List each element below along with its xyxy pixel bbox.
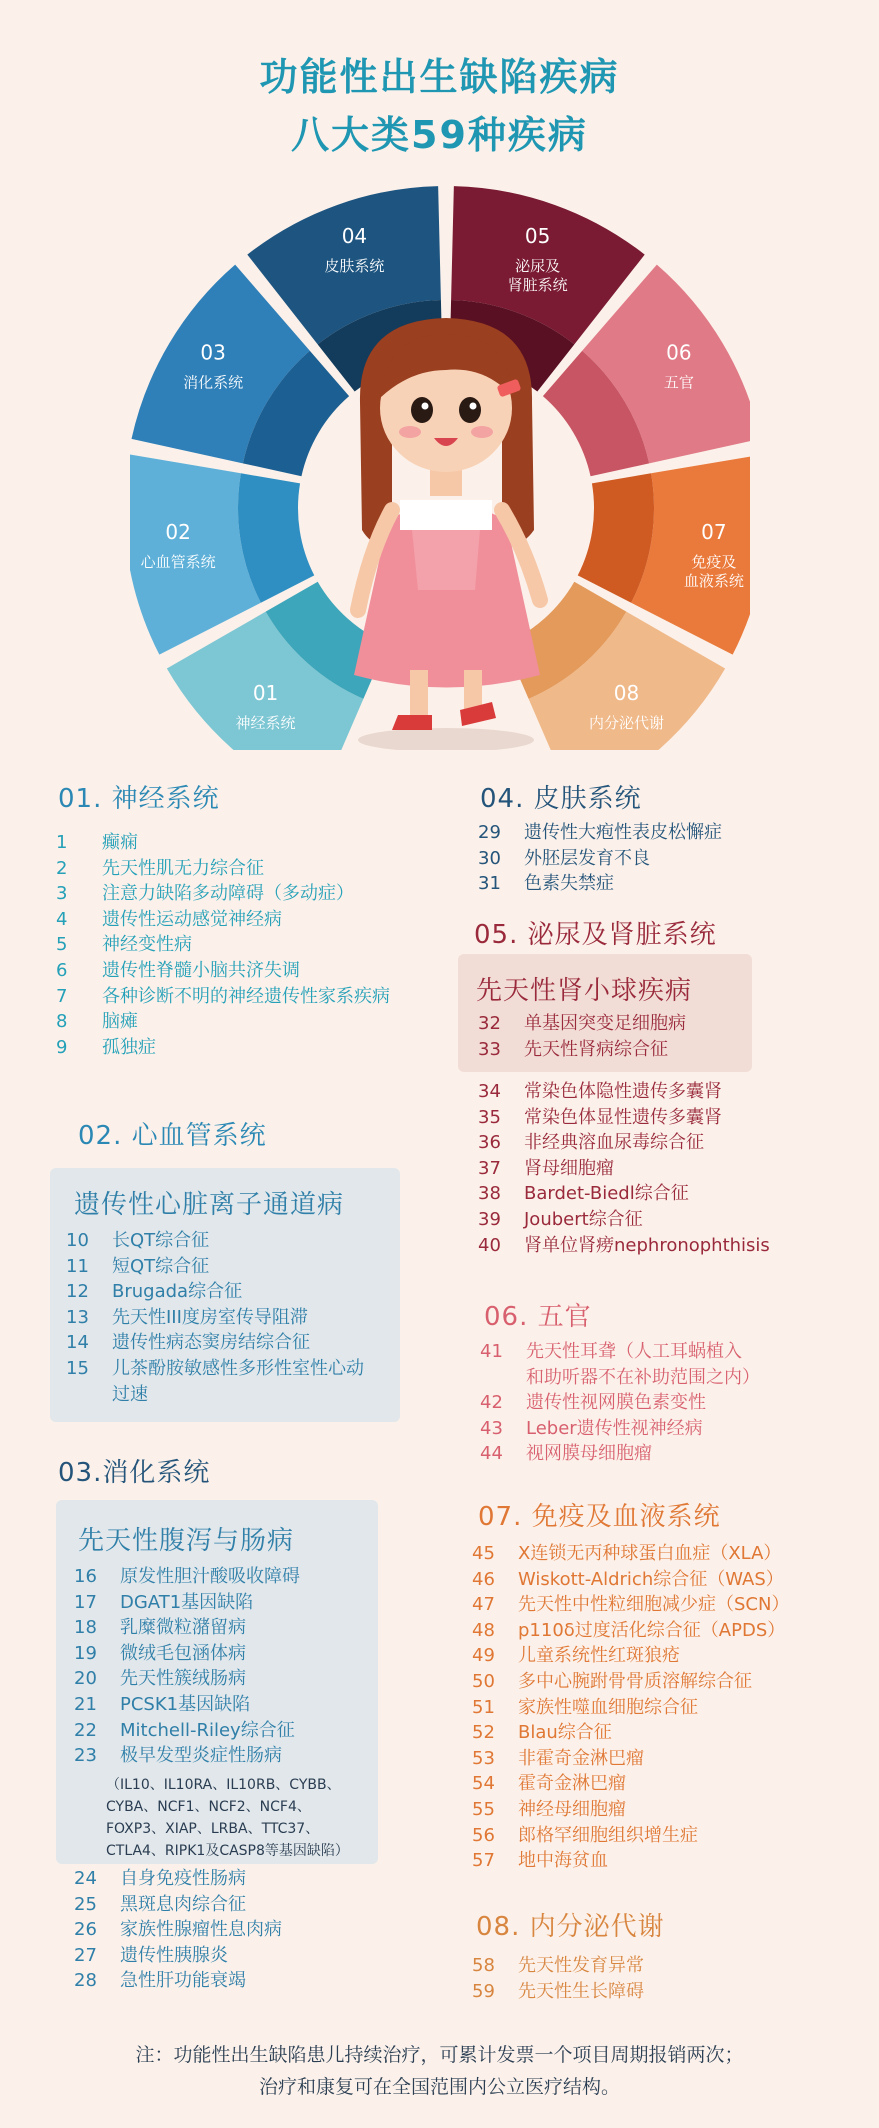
- disease-item: [56, 958, 390, 984]
- renal-box-title: 先天性肾小球疾病: [476, 976, 693, 1006]
- disease-number: 15: [66, 1357, 89, 1379]
- disease-name: 急性肝功能衰竭: [120, 1970, 246, 1992]
- disease-number: 1: [56, 832, 68, 853]
- disease-name: 单基因突变足细胞病: [524, 1013, 686, 1034]
- disease-number: 26: [74, 1919, 97, 1941]
- disease-item: [472, 1669, 789, 1695]
- disease-number: 54: [472, 1773, 495, 1795]
- disease-item: [478, 1130, 770, 1156]
- disease-name: 短QT综合征: [112, 1255, 210, 1277]
- disease-number: 17: [74, 1591, 97, 1613]
- disease-item: [480, 1390, 760, 1416]
- wheel-segment-number: 05: [524, 223, 551, 248]
- disease-number: 50: [472, 1670, 495, 1692]
- disease-number: 34: [478, 1081, 501, 1102]
- disease-name: 非经典溶血尿毒综合征: [524, 1132, 704, 1154]
- disease-name: 原发性胆汁酸吸收障碍: [120, 1566, 300, 1587]
- disease-name: Wiskott-Aldrich综合征（WAS）: [518, 1568, 784, 1590]
- disease-item: [472, 1848, 789, 1874]
- disease-name: Bardet-Biedl综合征: [524, 1183, 689, 1205]
- disease-name: 视网膜母细胞瘤: [526, 1443, 652, 1465]
- section-title-cardio: 02. 心血管系统: [78, 1121, 267, 1151]
- wheel-segment-number: 02: [165, 520, 191, 545]
- disease-name: 儿茶酚胺敏感性多形性室性心动过速: [112, 1357, 364, 1405]
- disease-name: 郎格罕细胞组织增生症: [518, 1824, 698, 1846]
- disease-item: [472, 1695, 789, 1721]
- skin-disease-list: [478, 820, 722, 897]
- disease-number: 37: [478, 1157, 501, 1179]
- disease-number: 35: [478, 1106, 501, 1128]
- disease-name: 色素失禁症: [524, 873, 614, 895]
- girl-illustration: [354, 318, 540, 750]
- disease-name: 外胚层发育不良: [524, 847, 650, 869]
- section-title-digestive: 03.消化系统: [58, 1458, 211, 1488]
- disease-item: [74, 1943, 282, 1969]
- disease-item: [472, 1771, 789, 1797]
- disease-number: 13: [66, 1306, 89, 1328]
- section-title-renal: 05. 泌尿及肾脏系统: [474, 920, 717, 950]
- disease-item: [56, 830, 390, 856]
- disease-number: 48: [472, 1619, 495, 1641]
- disease-number: 8: [56, 1011, 68, 1033]
- disease-name: 先天性簇绒肠病: [120, 1668, 246, 1690]
- disease-name: Joubert综合征: [524, 1208, 643, 1230]
- disease-name: 微绒毛包涵体病: [120, 1642, 246, 1664]
- disease-name: 先天性肾病综合征: [524, 1038, 668, 1060]
- wheel-segment-label: 免疫及: [691, 553, 737, 572]
- disease-item: [478, 1105, 770, 1131]
- disease-item: [56, 856, 390, 882]
- disease-name: 黑斑息肉综合征: [120, 1893, 246, 1915]
- disease-name: 和助听器不在补助范围之内）: [526, 1366, 760, 1388]
- wheel-segment-number: 01: [252, 681, 279, 706]
- disease-item: [472, 1979, 644, 2005]
- disease-name: 肾母细胞瘤: [524, 1157, 614, 1179]
- disease-name: Mitchell-Riley综合征: [120, 1719, 295, 1741]
- disease-item: [56, 881, 390, 907]
- disease-item: [472, 1567, 789, 1593]
- disease-name: 常染色体隐性遗传多囊肾: [524, 1081, 722, 1102]
- disease-number: 18: [74, 1617, 97, 1639]
- disease-name: 孤独症: [102, 1036, 156, 1058]
- disease-name: 癫痫: [102, 832, 138, 853]
- disease-item: [74, 1968, 282, 1994]
- disease-number: 45: [472, 1543, 495, 1564]
- disease-item: [478, 820, 722, 846]
- disease-number: 9: [56, 1036, 68, 1058]
- disease-number: 29: [478, 822, 501, 843]
- disease-item: [74, 1743, 300, 1769]
- wheel-segment-label: 消化系统: [183, 373, 244, 392]
- disease-number: 7: [56, 985, 68, 1007]
- disease-number: 36: [478, 1132, 501, 1154]
- disease-name: 长QT综合征: [112, 1230, 210, 1251]
- disease-item: [56, 1009, 390, 1035]
- disease-number: 41: [480, 1341, 503, 1362]
- immune-disease-list: [472, 1541, 789, 1874]
- disease-name: 遗传性大疱性表皮松懈症: [524, 822, 722, 843]
- disease-item: [478, 1207, 770, 1233]
- footnote-line-2: 治疗和康复可在全国范围内公立医疗结构。: [258, 2076, 620, 2098]
- disease-number: 6: [56, 959, 68, 981]
- disease-item: [74, 1615, 300, 1641]
- disease-number: 39: [478, 1208, 501, 1230]
- wheel-segment-label: 皮肤系统: [324, 256, 385, 275]
- disease-item: [472, 1643, 789, 1669]
- disease-name: 非霍奇金淋巴瘤: [518, 1747, 644, 1769]
- disease-item: [472, 1618, 789, 1644]
- section-title-nervous: 01. 神经系统: [58, 784, 220, 814]
- footnote-line-1: 注：功能性出生缺陷患儿持续治疗，可累计发票一个项目周期报销两次；: [135, 2044, 744, 2066]
- disease-item: [66, 1330, 366, 1356]
- section-title-endocrine: 08. 内分泌代谢: [476, 1912, 665, 1942]
- disease-name: 先天性生长障碍: [518, 1980, 644, 2002]
- wheel-segment-number: 07: [701, 520, 727, 545]
- disease-name: 儿童系统性红斑狼疮: [518, 1645, 680, 1667]
- disease-name: 神经变性病: [102, 934, 192, 956]
- disease-item: [74, 1718, 300, 1744]
- disease-number: 31: [478, 873, 501, 895]
- disease-item: [56, 907, 390, 933]
- wheel-segment-number: 04: [341, 223, 368, 248]
- disease-number: 10: [66, 1230, 89, 1251]
- disease-number: 21: [74, 1693, 97, 1715]
- disease-number: 24: [74, 1868, 97, 1889]
- disease-name: 遗传性运动感觉神经病: [102, 908, 282, 930]
- wheel-segment-label: 泌尿及: [515, 256, 561, 275]
- disease-item: [478, 871, 722, 897]
- disease-name: 家族性腺瘤性息肉病: [120, 1919, 282, 1941]
- disease-item: [66, 1279, 366, 1305]
- disease-name: 先天性耳聋（人工耳蜗植入: [526, 1341, 742, 1362]
- disease-number: 5: [56, 934, 68, 956]
- disease-name: 乳糜微粒潴留病: [120, 1617, 246, 1639]
- disease-name: 自身免疫性肠病: [120, 1868, 246, 1889]
- disease-item: [478, 846, 722, 872]
- disease-name: 遗传性病态窦房结综合征: [112, 1332, 310, 1354]
- disease-item: [74, 1564, 300, 1590]
- disease-name: 多中心腕跗骨骨质溶解综合征: [518, 1670, 752, 1692]
- cardio-box-title: 遗传性心脏离子通道病: [74, 1190, 345, 1220]
- disease-number: 49: [472, 1645, 495, 1667]
- disease-number: 28: [74, 1970, 97, 1992]
- disease-name: 常染色体显性遗传多囊肾: [524, 1106, 722, 1128]
- disease-item: [74, 1666, 300, 1692]
- category-wheel: [130, 170, 750, 750]
- disease-number: 53: [472, 1747, 495, 1769]
- disease-item: [472, 1720, 789, 1746]
- disease-number: 42: [480, 1392, 503, 1414]
- disease-item: [478, 1156, 770, 1182]
- disease-number: 22: [74, 1719, 97, 1741]
- digestive-disease-list: [74, 1564, 300, 1769]
- section-title-immune: 07. 免疫及血液系统: [478, 1502, 721, 1532]
- disease-name: 先天性发育异常: [518, 1955, 644, 1976]
- disease-name: 先天性肌无力综合征: [102, 857, 264, 879]
- disease-number: 33: [478, 1038, 501, 1060]
- disease-item: [472, 1592, 789, 1618]
- disease-name: 家族性噬血细胞综合征: [518, 1696, 698, 1718]
- disease-name: Blau综合征: [518, 1722, 612, 1744]
- disease-item: [478, 1037, 686, 1063]
- page-title: 功能性出生缺陷疾病: [259, 55, 620, 99]
- disease-item: [56, 984, 390, 1010]
- disease-item: [472, 1541, 789, 1567]
- disease-name: 各种诊断不明的神经遗传性家系疾病: [102, 985, 390, 1007]
- wheel-segment-number: 03: [200, 340, 226, 365]
- disease-item: [472, 1746, 789, 1772]
- disease-item: [66, 1356, 366, 1407]
- disease-number: 57: [472, 1850, 495, 1872]
- disease-item: [480, 1416, 760, 1442]
- disease-number: 16: [74, 1566, 97, 1587]
- disease-name: 遗传性视网膜色素变性: [526, 1392, 706, 1414]
- digestive-disease-list-2: [74, 1866, 282, 1994]
- endocrine-disease-list: [472, 1953, 644, 2004]
- wheel-segment-label: 心血管系统: [140, 553, 216, 572]
- disease-number: 58: [472, 1955, 495, 1976]
- wheel-segment-label: 五官: [663, 373, 694, 392]
- disease-item: [472, 1953, 644, 1979]
- disease-item: [478, 1011, 686, 1037]
- digestive-box-title: 先天性腹泻与肠病: [78, 1526, 295, 1556]
- disease-name: 霍奇金淋巴瘤: [518, 1773, 626, 1795]
- renal-box-list: [478, 1011, 686, 1062]
- disease-item: [74, 1590, 300, 1616]
- disease-item: [74, 1692, 300, 1718]
- disease-name: 肾单位肾痨nephronophthisis: [524, 1234, 770, 1256]
- disease-name: 神经母细胞瘤: [518, 1798, 626, 1820]
- disease-number: 56: [472, 1824, 495, 1846]
- disease-item: [66, 1228, 366, 1254]
- disease-name: Leber遗传性视神经病: [526, 1417, 703, 1439]
- disease-number: 4: [56, 908, 68, 930]
- disease-name: p110δ过度活化综合征（APDS）: [518, 1619, 786, 1641]
- disease-number: 20: [74, 1668, 97, 1690]
- disease-number: 43: [480, 1417, 503, 1439]
- disease-item: [56, 1035, 390, 1061]
- disease-number: 14: [66, 1332, 89, 1354]
- disease-number: 46: [472, 1568, 495, 1590]
- section-title-facial: 06. 五官: [484, 1302, 592, 1332]
- gene-defect-note: （IL10、IL10RA、IL10RB、CYBB、CYBA、NCF1、NCF2、NCF4、FOXP3、XIAP、LRBA、TTC37、CTLA4、RIPK1及CASP8等基因缺陷）: [106, 1777, 349, 1859]
- disease-number: 3: [56, 883, 68, 905]
- disease-name: 先天性中性粒细胞减少症（SCN）: [518, 1594, 790, 1616]
- disease-name: 遗传性胰腺炎: [120, 1944, 228, 1966]
- disease-item: [472, 1823, 789, 1849]
- disease-name: DGAT1基因缺陷: [120, 1591, 254, 1613]
- disease-number: 55: [472, 1798, 495, 1820]
- disease-number: 51: [472, 1696, 495, 1718]
- disease-number: 59: [472, 1980, 495, 2002]
- disease-item: [480, 1339, 760, 1365]
- disease-item: [74, 1892, 282, 1918]
- renal-disease-list: [478, 1079, 770, 1258]
- disease-name: X连锁无丙种球蛋白血症（XLA）: [518, 1543, 782, 1564]
- wheel-segment-label: 肾脏系统: [507, 275, 568, 294]
- section-title-skin: 04. 皮肤系统: [480, 784, 642, 814]
- disease-item: [66, 1254, 366, 1280]
- disease-item: [74, 1917, 282, 1943]
- wheel-segment-label: 神经系统: [235, 714, 296, 733]
- disease-number: 27: [74, 1944, 97, 1966]
- disease-number: 44: [480, 1443, 503, 1465]
- disease-name: Brugada综合征: [112, 1281, 243, 1303]
- wheel-segment-label: 血液系统: [683, 572, 744, 591]
- disease-number: 47: [472, 1594, 495, 1616]
- disease-item: [66, 1305, 366, 1331]
- disease-number: 40: [478, 1234, 501, 1256]
- disease-number: 52: [472, 1722, 495, 1744]
- disease-item: [56, 932, 390, 958]
- disease-name: 先天性III度房室传导阻滞: [112, 1306, 308, 1328]
- disease-number: 38: [478, 1183, 501, 1205]
- disease-item: [480, 1365, 760, 1391]
- wheel-segment-number: 08: [613, 681, 640, 706]
- disease-item: [478, 1233, 770, 1259]
- disease-name: 遗传性脊髓小脑共济失调: [102, 959, 300, 981]
- disease-item: [478, 1181, 770, 1207]
- disease-item: [74, 1866, 282, 1892]
- disease-item: [74, 1641, 300, 1667]
- disease-number: 19: [74, 1642, 97, 1664]
- wheel-segment-number: 06: [666, 340, 692, 365]
- disease-item: [480, 1441, 760, 1467]
- nervous-disease-list: [56, 830, 390, 1060]
- disease-name: PCSK1基因缺陷: [120, 1693, 251, 1715]
- disease-number: 23: [74, 1745, 97, 1767]
- disease-number: 11: [66, 1255, 89, 1277]
- disease-name: 极早发型炎症性肠病: [120, 1745, 282, 1767]
- disease-name: 脑瘫: [102, 1011, 138, 1033]
- disease-number: 32: [478, 1013, 501, 1034]
- disease-number: 2: [56, 857, 68, 879]
- disease-item: [478, 1079, 770, 1105]
- facial-disease-list: [480, 1339, 760, 1467]
- disease-name: 地中海贫血: [518, 1850, 608, 1872]
- wheel-segment-label: 内分泌代谢: [588, 714, 664, 733]
- disease-number: 30: [478, 847, 501, 869]
- disease-number: 25: [74, 1893, 97, 1915]
- disease-item: [472, 1797, 789, 1823]
- page-subtitle: 八大类59种疾病: [291, 113, 588, 157]
- disease-name: 注意力缺陷多动障碍（多动症）: [102, 883, 354, 905]
- cardio-disease-list: [66, 1228, 366, 1407]
- disease-number: 12: [66, 1281, 89, 1303]
